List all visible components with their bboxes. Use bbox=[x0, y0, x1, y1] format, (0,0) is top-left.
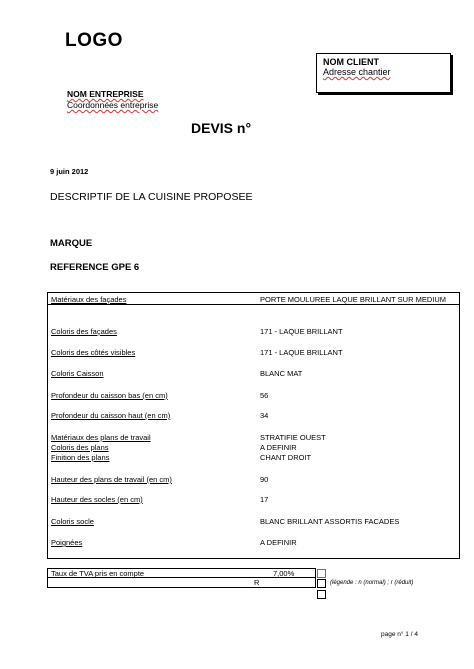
tva-legend: (légende : n (normal) ; r (réduit) bbox=[330, 580, 414, 586]
spec-label: Poignées bbox=[51, 538, 83, 547]
spec-value: PORTE MOULUREE LAQUE BRILLANT SUR MEDIUM bbox=[260, 295, 447, 304]
spec-label: Profondeur du caisson haut (en cm) bbox=[51, 411, 171, 420]
marque-heading: MARQUE bbox=[50, 238, 93, 249]
specifications-table bbox=[47, 292, 460, 559]
client-name: NOM CLIENT bbox=[323, 57, 379, 67]
spec-value: 171 - LAQUE BRILLANT bbox=[260, 348, 343, 357]
spec-value: 171 - LAQUE BRILLANT bbox=[260, 327, 343, 336]
spec-value: 34 bbox=[260, 411, 269, 420]
spec-value: BLANC BRILLANT ASSORTIS FACADES bbox=[260, 517, 400, 526]
spec-value: A DEFINIR bbox=[260, 538, 297, 547]
spec-label: Coloris socle bbox=[51, 517, 94, 526]
spec-label: Coloris Caisson bbox=[51, 369, 104, 378]
spec-value: 90 bbox=[260, 475, 269, 484]
logo-placeholder: LOGO bbox=[65, 30, 123, 51]
tva-rate: 7,00% bbox=[273, 569, 295, 578]
spec-label: Finition des plans bbox=[51, 453, 110, 462]
spec-label: Matériaux des façades bbox=[51, 295, 127, 304]
spec-label: Profondeur du caisson bas (en cm) bbox=[51, 391, 168, 400]
company-name: NOM ENTREPRISE bbox=[67, 89, 144, 99]
checkbox-extra[interactable] bbox=[317, 590, 326, 599]
tva-code: R bbox=[254, 578, 260, 587]
spec-value: 56 bbox=[260, 391, 269, 400]
checkbox-reduit[interactable] bbox=[317, 579, 326, 588]
spec-label: Coloris des côtés visibles bbox=[51, 348, 136, 357]
spec-label: Hauteur des plans de travail (en cm) bbox=[51, 475, 172, 484]
checkbox-normal[interactable] bbox=[317, 569, 326, 578]
company-coordinates: Coordonnées entreprise bbox=[67, 100, 159, 110]
spec-label: Coloris des plans bbox=[51, 443, 109, 452]
client-info-box bbox=[316, 53, 451, 93]
descriptif-heading: DESCRIPTIF DE LA CUISINE PROPOSEE bbox=[50, 191, 253, 203]
spec-value: STRATIFIE OUEST bbox=[260, 433, 326, 442]
spec-value: CHANT DROIT bbox=[260, 453, 312, 462]
page-number: page n° 1 / 4 bbox=[381, 631, 418, 638]
spec-value: A DEFINIR bbox=[260, 443, 297, 452]
spec-label: Coloris des façades bbox=[51, 327, 117, 336]
tva-label: Taux de TVA pris en compte bbox=[51, 569, 145, 578]
client-address: Adresse chantier bbox=[323, 67, 391, 77]
document-date: 9 juin 2012 bbox=[50, 167, 89, 176]
spec-value: BLANC MAT bbox=[260, 369, 303, 378]
spec-label: Hauteur des socles (en cm) bbox=[51, 495, 143, 504]
document-title: DEVIS n° bbox=[191, 120, 252, 136]
table-divider bbox=[48, 304, 459, 305]
reference-heading: REFERENCE GPE 6 bbox=[50, 262, 140, 273]
spec-value: 17 bbox=[260, 495, 269, 504]
tva-box bbox=[47, 568, 316, 588]
spec-label: Matériaux des plans de travail bbox=[51, 433, 151, 442]
